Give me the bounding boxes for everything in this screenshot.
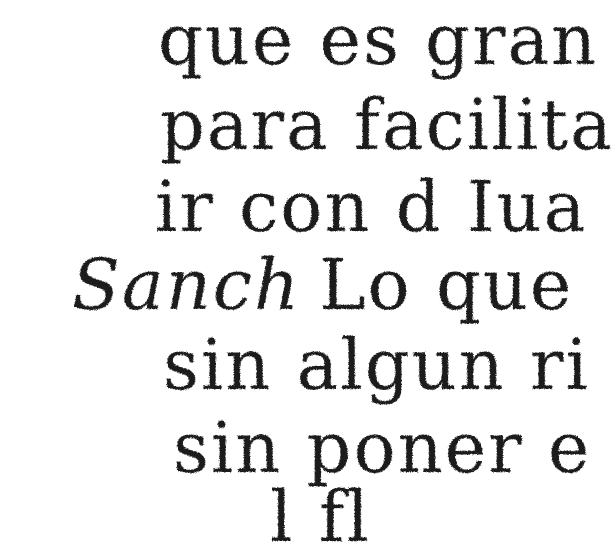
text-line-7: l fl: [270, 476, 371, 558]
text-line-1: que es gran: [158, 0, 599, 81]
text-line-3: ir con d Iua: [155, 166, 588, 248]
text-line-5: sin algun ri: [163, 324, 590, 406]
text-line-6: sin poner e: [173, 407, 592, 489]
text-line-4-italic: Sanch: [72, 244, 302, 326]
text-line-2: para facilita: [160, 84, 614, 166]
text-line-4: [72, 244, 574, 326]
text-line-4-roman: Lo que: [319, 244, 574, 326]
